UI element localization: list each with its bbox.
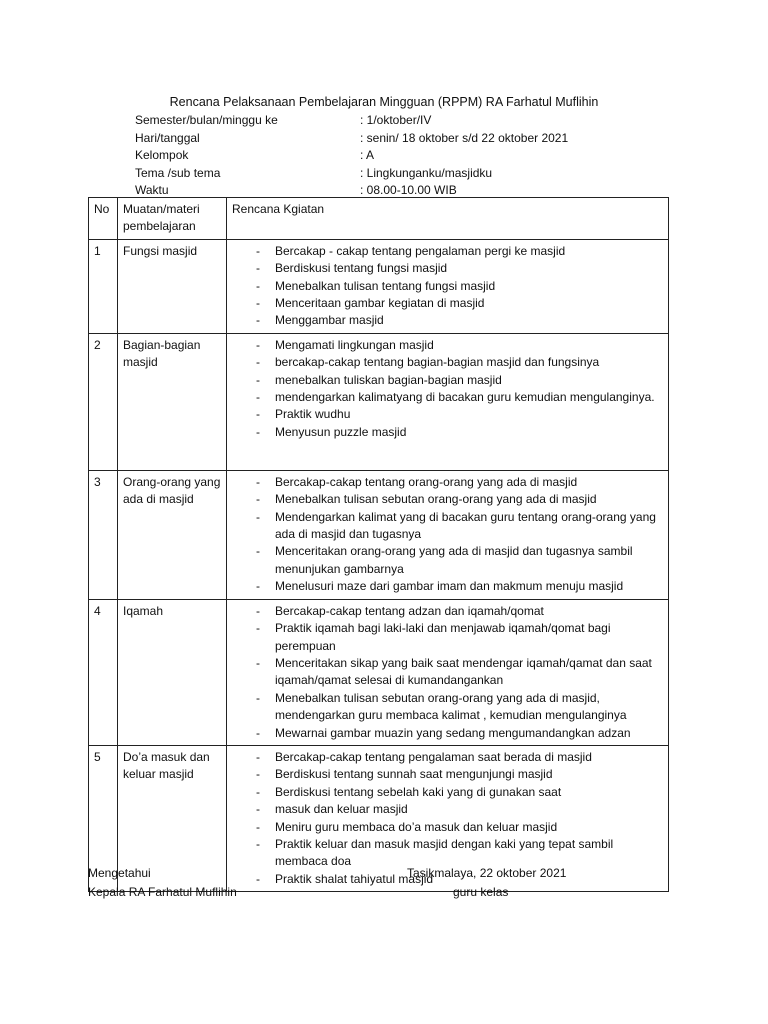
activity-item: - Mengamati lingkungan masjid bbox=[232, 337, 663, 354]
activity-item: - Praktik wudhu bbox=[232, 406, 663, 423]
activity-item: - Menebalkan tulisan sebutan orang-orang yang ada di masjid, mendengarkan guru membaca kalimat , kemudian mengulanginya bbox=[232, 690, 663, 725]
activity-item: - Bercakap-cakap tentang orang-orang yang ada di masjid bbox=[232, 474, 663, 491]
meta-value: : A bbox=[360, 148, 375, 163]
principal-title: Kepala RA Farhatul Muflihin bbox=[88, 885, 237, 899]
meta-row bbox=[135, 148, 655, 166]
row-activities bbox=[227, 470, 669, 599]
activity-item: - Berdiskusi tentang sebelah kaki yang di gunakan saat bbox=[232, 784, 663, 801]
place-date: Tasikmalaya, 22 oktober 2021 bbox=[407, 866, 567, 880]
row-number: 1 bbox=[89, 239, 118, 333]
row-materi: Bagian-bagian masjid bbox=[118, 333, 227, 470]
activity-item: - bercakap-cakap tentang bagian-bagian masjid dan fungsinya bbox=[232, 354, 663, 371]
row-number: 5 bbox=[89, 745, 118, 891]
row-materi: Orang-orang yang ada di masjid bbox=[118, 470, 227, 599]
activity-list bbox=[232, 474, 663, 596]
activity-item: - Meniru guru membaca do’a masuk dan keluar masjid bbox=[232, 819, 663, 836]
meta-row bbox=[135, 131, 655, 149]
document-title: Rencana Pelaksanaan Pembelajaran Mingguan (RPPM) RA Farhatul Muflihin bbox=[169, 95, 599, 109]
row-number: 2 bbox=[89, 333, 118, 470]
teacher-title: guru kelas bbox=[453, 885, 509, 899]
row-activities bbox=[227, 599, 669, 745]
activity-item: - Berdiskusi tentang fungsi masjid bbox=[232, 260, 663, 277]
table-row bbox=[89, 239, 669, 333]
row-materi: Iqamah bbox=[118, 599, 227, 745]
header-kegiatan: Rencana Kgiatan bbox=[227, 198, 669, 240]
table-row bbox=[89, 333, 669, 470]
table-row bbox=[89, 599, 669, 745]
row-number: 4 bbox=[89, 599, 118, 745]
activity-list bbox=[232, 243, 663, 330]
activity-item: - Praktik iqamah bagi laki-laki dan menjawab iqamah/qomat bagi perempuan bbox=[232, 620, 663, 655]
meta-label: Hari/tanggal bbox=[135, 130, 200, 145]
meta-label: Kelompok bbox=[135, 148, 189, 163]
table-header-row bbox=[89, 198, 669, 240]
activity-item: - Menceritakan orang-orang yang ada di masjid dan tugasnya sambil menunjukan gambarnya bbox=[232, 543, 663, 578]
activity-item: - Menebalkan tulisan sebutan orang-orang yang ada di masjid bbox=[232, 491, 663, 508]
meta-label: Semester/bulan/minggu ke bbox=[135, 113, 278, 127]
activity-plan-table bbox=[88, 197, 669, 892]
activity-item: - Bercakap-cakap tentang adzan dan iqamah/qomat bbox=[232, 603, 663, 620]
signature-right bbox=[407, 864, 566, 902]
table-body bbox=[89, 239, 669, 891]
meta-row bbox=[135, 113, 655, 131]
meta-value: : 08.00-10.00 WIB bbox=[360, 183, 457, 198]
meta-value: : senin/ 18 oktober s/d 22 oktober 2021 bbox=[360, 130, 569, 145]
activity-item: - masuk dan keluar masjid bbox=[232, 801, 663, 818]
activity-item: - Bercakap-cakap tentang pengalaman saat berada di masjid bbox=[232, 749, 663, 766]
activity-item: - Menebalkan tulisan tentang fungsi masjid bbox=[232, 278, 663, 295]
activity-list bbox=[232, 337, 663, 441]
header-no: No bbox=[89, 198, 118, 240]
meta-value: : 1/oktober/IV bbox=[360, 113, 432, 127]
row-activities bbox=[227, 239, 669, 333]
activity-item: - Praktik shalat tahiyatul masjid bbox=[232, 871, 663, 888]
activity-item: - Mewarnai gambar muazin yang sedang mengumandangkan adzan bbox=[232, 725, 663, 742]
row-number: 3 bbox=[89, 470, 118, 599]
activity-item: - Bercakap - cakap tentang pengalaman pergi ke masjid bbox=[232, 243, 663, 260]
row-materi: Do’a masuk dan keluar masjid bbox=[118, 745, 227, 891]
activity-item: - Menelusuri maze dari gambar imam dan makmum menuju masjid bbox=[232, 578, 663, 595]
acknowledged-label: Mengetahui bbox=[88, 866, 151, 880]
row-activities bbox=[227, 333, 669, 470]
header-materi: Muatan/materi pembelajaran bbox=[118, 198, 227, 240]
meta-info bbox=[135, 113, 655, 201]
meta-label: Tema /sub tema bbox=[135, 165, 221, 180]
activity-item: - Berdiskusi tentang sunnah saat mengunjungi masjid bbox=[232, 766, 663, 783]
activity-item: - Menceritakan sikap yang baik saat mendengar iqamah/qamat dan saat iqamah/qamat selesai di kumandangankan bbox=[232, 655, 663, 690]
activity-item: - Mendengarkan kalimat yang di bacakan guru tentang orang-orang yang ada di masjid dan tugasnya bbox=[232, 509, 663, 544]
table-row bbox=[89, 470, 669, 599]
activity-item: - Menceritaan gambar kegiatan di masjid bbox=[232, 295, 663, 312]
activity-item: - Menyusun puzzle masjid bbox=[232, 424, 663, 441]
activity-item: - Praktik keluar dan masuk masjid dengan kaki yang tepat sambil membaca doa bbox=[232, 836, 663, 871]
meta-value: : Lingkunganku/masjidku bbox=[360, 165, 493, 180]
activity-item: - menebalkan tuliskan bagian-bagian masjid bbox=[232, 372, 663, 389]
activity-list bbox=[232, 603, 663, 742]
meta-label: Waktu bbox=[135, 183, 169, 198]
signature-left bbox=[88, 864, 237, 902]
meta-row bbox=[135, 166, 655, 184]
row-materi: Fungsi masjid bbox=[118, 239, 227, 333]
activity-item: - Menggambar masjid bbox=[232, 312, 663, 329]
activity-item: - mendengarkan kalimatyang di bacakan guru kemudian mengulanginya. bbox=[232, 389, 663, 406]
